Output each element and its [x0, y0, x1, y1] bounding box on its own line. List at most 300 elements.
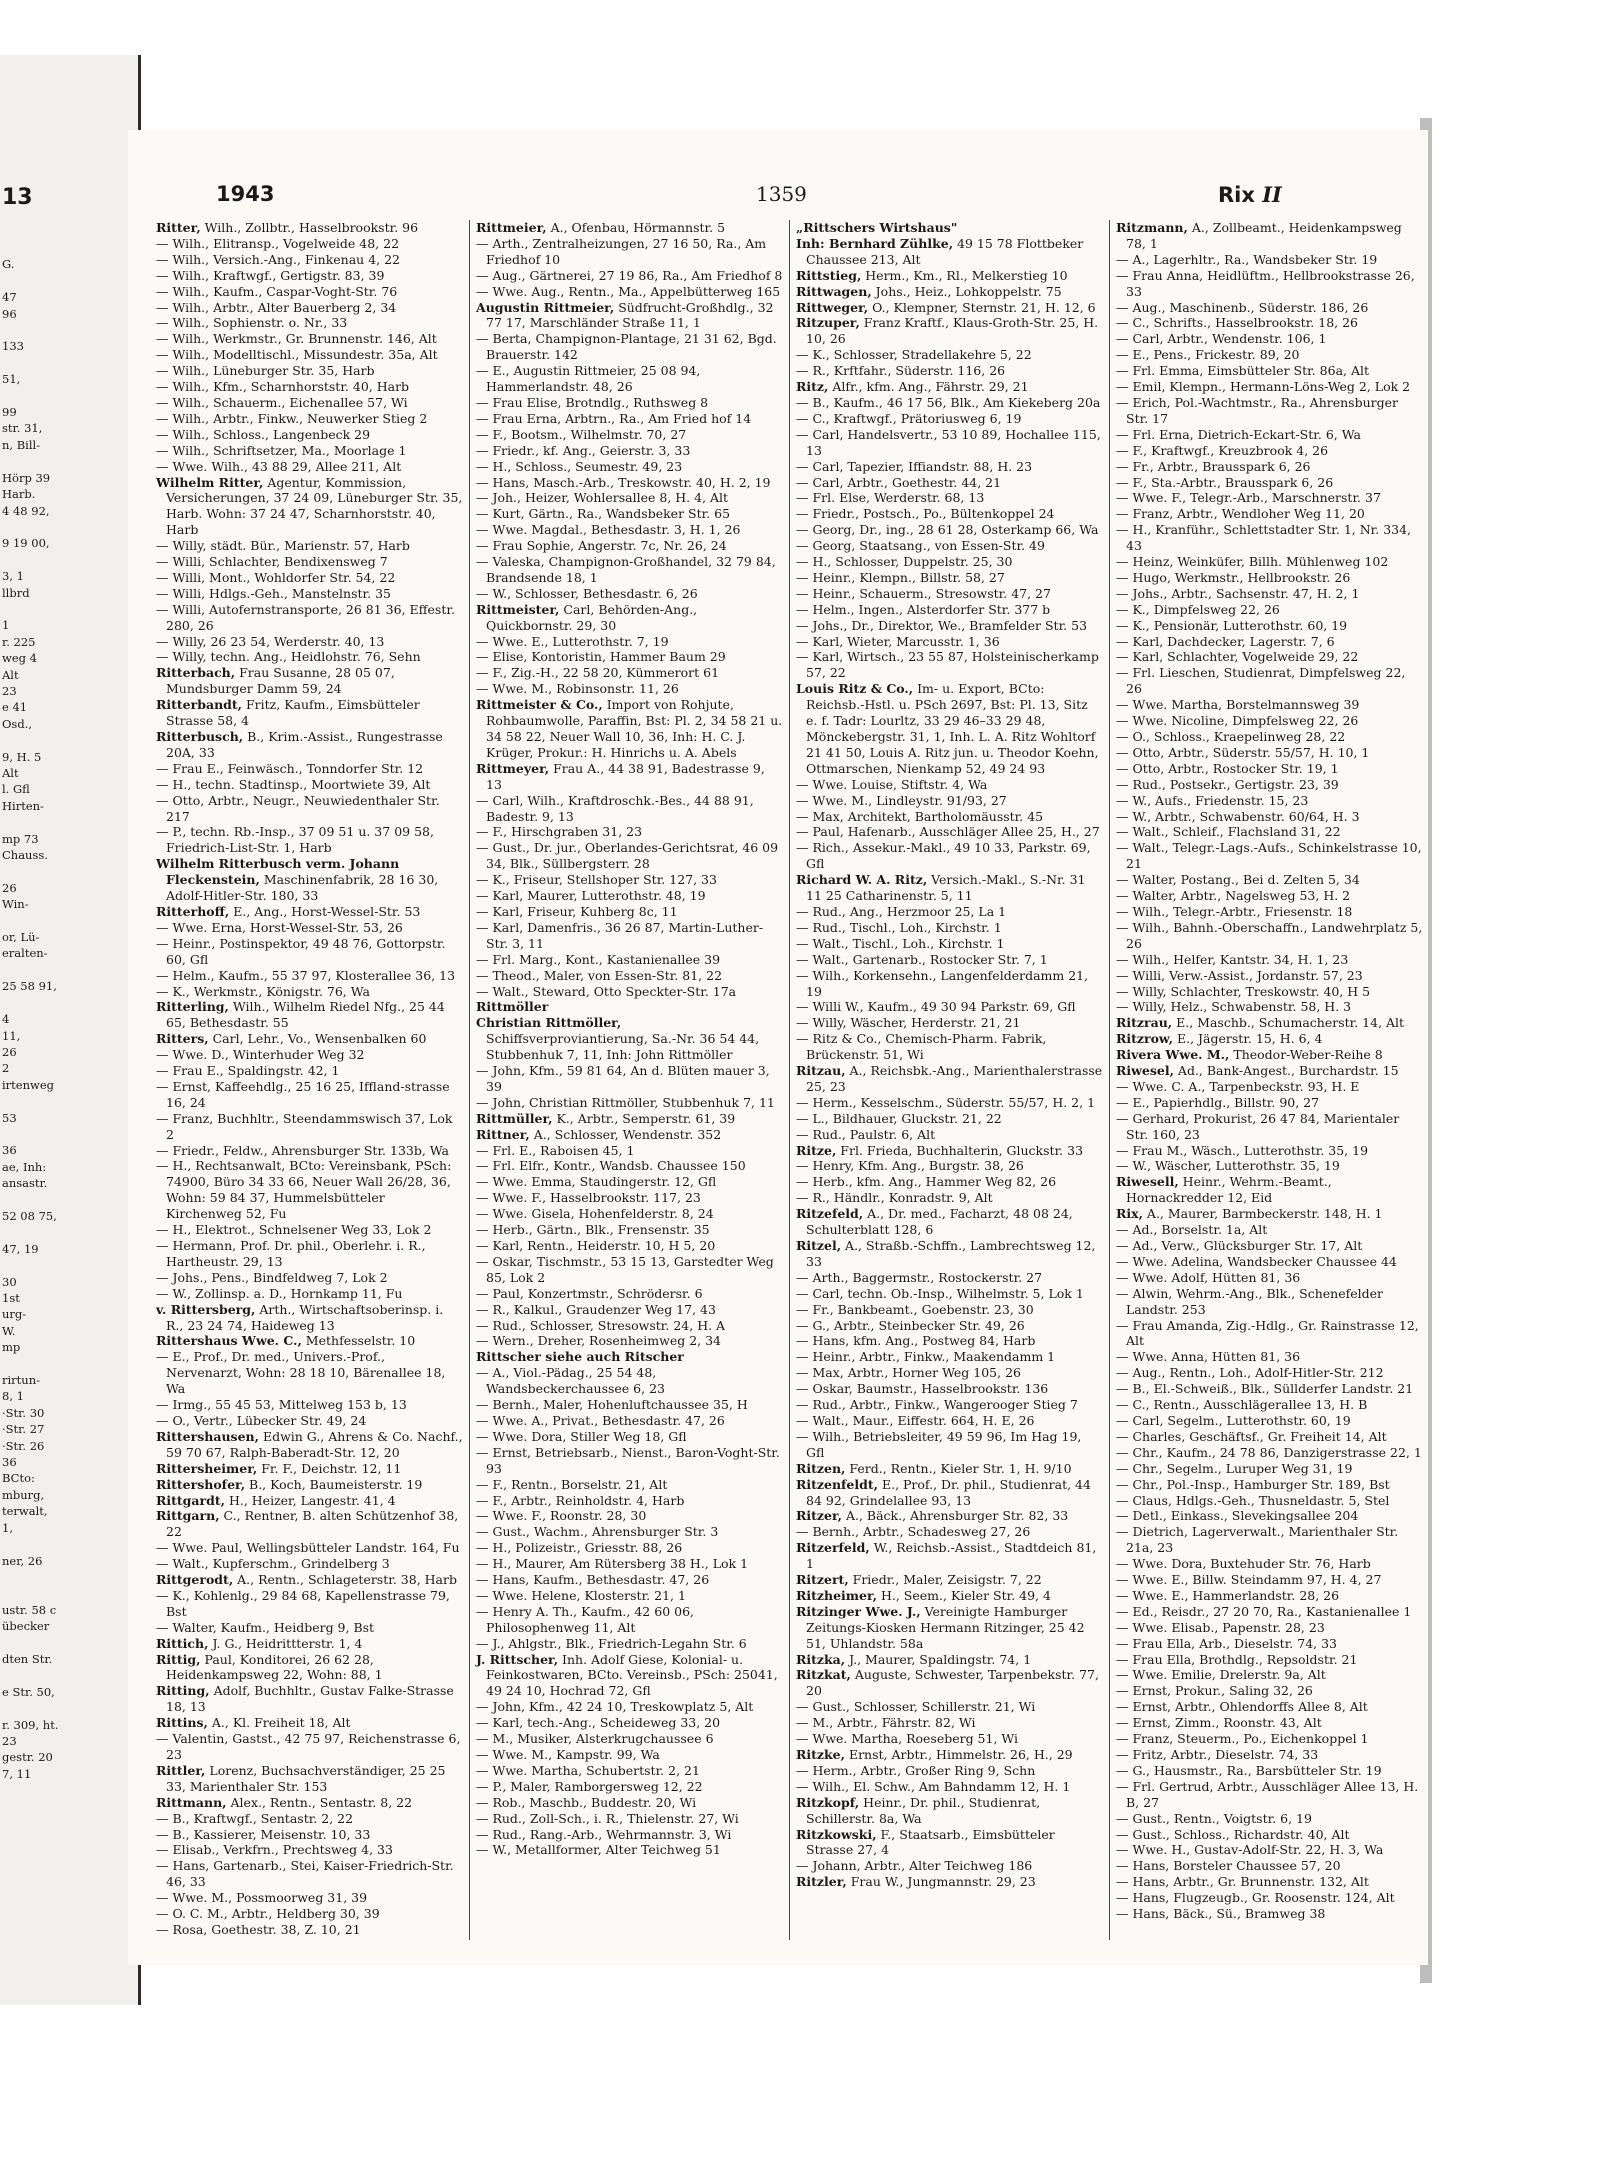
directory-entry: — E., Pens., Frickestr. 89, 20 — [1116, 347, 1300, 363]
directory-entry: — Hans, Kaufm., Bethesdastr. 47, 26 — [476, 1572, 710, 1588]
directory-entry: — Rud., Arbtr., Finkw., Wangerooger Stieg 7 — [796, 1397, 1078, 1413]
previous-page-line: 36 — [2, 1455, 17, 1470]
directory-entry: — Herm., Kesselschm., Süderstr. 55/57, H. 2, 1 — [796, 1094, 1096, 1110]
directory-entry: — Wilh., El. Schw., Am Bahndamm 12, H. 1 — [796, 1778, 1071, 1794]
directory-entry: — Johs., Pens., Bindfeldweg 7, Lok 2 — [156, 1269, 388, 1285]
directory-entry: — Wwe. Gisela, Hohenfelderstr. 8, 24 — [476, 1206, 714, 1222]
directory-entry: — Rud., Tischl., Loh., Kirchstr. 1 — [796, 919, 1002, 935]
directory-entry: — Bernh., Arbtr., Schadesweg 27, 26 — [796, 1524, 1031, 1540]
directory-entry: — F., Zig.-H., 22 58 20, Kümmerort 61 — [476, 665, 720, 681]
directory-entry: — Ritz & Co., Chemisch-Pharm. Fabrik, Brückenstr. 51, Wi — [796, 1031, 1047, 1063]
directory-entry: — Wilh., Arbtr., Alter Bauerberg 2, 34 — [156, 299, 397, 315]
directory-entry: — Frl. Erna, Dietrich-Eckart-Str. 6, Wa — [1116, 426, 1361, 442]
directory-entry: — L., Bildhauer, Gluckstr. 21, 22 — [796, 1110, 1002, 1126]
directory-entry: — Fritz, Arbtr., Dieselstr. 74, 33 — [1116, 1747, 1319, 1762]
directory-entry: — Hans, Arbtr., Gr. Brunnenstr. 132, Alt — [1116, 1874, 1369, 1890]
directory-entry: Ritzheimer, H., Seem., Kieler Str. 49, 4 — [796, 1587, 1051, 1603]
previous-page-line: 25 58 91, — [2, 979, 57, 994]
directory-entry: Rittgardt, H., Heizer, Langestr. 41, 4 — [156, 1492, 396, 1508]
directory-entry: — W., Schlosser, Bethesdastr. 6, 26 — [476, 585, 698, 601]
directory-entry: Ritterhoff, E., Ang., Horst-Wessel-Str. 53 — [156, 903, 421, 919]
previous-page-line — [2, 1192, 132, 1208]
directory-entry: — B., Kraftwgf., Sentastr. 2, 22 — [156, 1810, 354, 1826]
directory-entry: — Chr., Segelm., Luruper Weg 31, 19 — [1116, 1460, 1353, 1476]
previous-page-line: 1st — [2, 1291, 20, 1305]
directory-entry: — Ed., Reisdr., 27 20 70, Ra., Kastanienallee 1 — [1116, 1603, 1412, 1619]
previous-page-line: or, Lü- — [2, 930, 40, 945]
directory-entry: — Hans, Flugzeugb., Gr. Roosenstr. 124, Alt — [1116, 1890, 1395, 1906]
directory-entry: — Ernst, Zimm., Roonstr. 43, Alt — [1116, 1715, 1322, 1731]
directory-entry: — Ernst, Prokur., Saling 32, 26 — [1116, 1683, 1313, 1699]
directory-entry: — P., Maler, Ramborgersweg 12, 22 — [476, 1778, 703, 1794]
directory-entry: — Wwe. Helene, Klosterstr. 21, 1 — [476, 1587, 686, 1603]
directory-entry: Ritzkopf, Heinr., Dr. phil., Studienrat, Schillerstr. 8a, Wa — [796, 1794, 1041, 1826]
directory-entry: Augustin Rittmeier, Südfrucht-Großhdlg., 32 77 17, Marschländer Straße 11, 1 — [476, 299, 774, 331]
directory-entry: Ritzuper, Franz Kraftf., Klaus-Groth-Str. 25, H. 10, 26 — [796, 315, 1099, 347]
directory-entry: — Henry, Kfm. Ang., Burgstr. 38, 26 — [796, 1158, 1024, 1174]
previous-page-line: weg 4 — [2, 651, 37, 666]
directory-entry: — Frl. Gertrud, Arbtr., Ausschläger Allee 13, H. B, 27 — [1116, 1778, 1419, 1810]
directory-entry: — Carl, techn. Ob.-Insp., Wilhelmstr. 5, Lok 1 — [796, 1285, 1084, 1301]
previous-page-line: r. 225 — [2, 634, 36, 649]
directory-entry: — H., Schlosser, Duppelstr. 25, 30 — [796, 554, 1013, 570]
directory-entry: — Berta, Champignon-Plantage, 21 31 62, Bgd. Brauerstr. 142 — [476, 331, 777, 363]
directory-entry: — Wilh., Bahnh.-Oberschaffn., Landwehrplatz 5, 26 — [1116, 919, 1423, 951]
directory-entry: — Hugo, Werkmstr., Hellbrookstr. 26 — [1116, 569, 1351, 585]
directory-entry: — Wwe. Anna, Hütten 81, 36 — [1116, 1349, 1301, 1365]
directory-columns — [150, 220, 1432, 1940]
directory-entry: — Johann, Arbtr., Alter Teichweg 186 — [796, 1858, 1033, 1874]
directory-entry: Rittmann, Alex., Rentn., Sentastr. 8, 22 — [156, 1794, 413, 1810]
directory-entry: — Wilh., Helfer, Kantstr. 34, H. 1, 23 — [1116, 951, 1349, 967]
directory-entry: — Rosa, Goethestr. 38, Z. 10, 21 — [156, 1921, 361, 1937]
previous-page-line: ae, Inh: — [2, 1159, 47, 1174]
previous-page-line: 51, — [2, 372, 21, 387]
directory-entry: Rittershaus Wwe. C., Methfesselstr. 10 — [156, 1333, 416, 1349]
directory-entry: — B., El.-Schweiß., Blk., Süllderfer Landstr. 21 — [1116, 1381, 1414, 1397]
directory-entry: — Wwe. M., Lindleystr. 91/93, 27 — [796, 792, 1007, 808]
directory-entry: — Wwe. Magdal., Bethesdastr. 3, H. 1, 26 — [476, 522, 741, 538]
directory-entry: — C., Kraftwgf., Prätoriusweg 6, 19 — [796, 410, 1022, 426]
directory-entry: — Aug., Rentn., Loh., Adolf-Hitler-Str. 212 — [1116, 1365, 1384, 1381]
directory-entry: — R., Händlr., Konradstr. 9, Alt — [796, 1190, 993, 1206]
previous-page-line: ·Str. 27 — [2, 1422, 45, 1437]
directory-entry: Wilhelm Ritter, Agentur, Kommission, Versicherungen, 37 24 09, Lüneburger Str. 35, Harb. Wohn: 37 24 47, Scharnhorststr. 40, Harb — [156, 474, 463, 538]
directory-entry: — Wilh., Arbtr., Finkw., Neuwerker Stieg 2 — [156, 410, 428, 426]
page-number: 1359 — [756, 182, 807, 206]
previous-page-line: G. — [2, 257, 15, 272]
previous-page-line — [2, 863, 132, 879]
directory-entry: — Detl., Einkass., Slevekingsallee 204 — [1116, 1508, 1359, 1524]
directory-entry: — Walter, Kaufm., Heidberg 9, Bst — [156, 1619, 375, 1635]
directory-entry: — Frau Elise, Brotndlg., Ruthsweg 8 — [476, 394, 709, 410]
directory-entry: — Wwe. Adelina, Wandsbecker Chaussee 44 — [1116, 1253, 1397, 1269]
directory-entry: — A., Lagerhltr., Ra., Wandsbeker Str. 19 — [1116, 251, 1378, 267]
previous-page-line — [2, 1356, 132, 1372]
directory-entry: — Willi, Autofernstransporte, 26 81 36, Effestr. 280, 26 — [156, 601, 455, 633]
directory-entry: — O., Vertr., Lübecker Str. 49, 24 — [156, 1412, 367, 1428]
directory-entry: — Karl, Dachdecker, Lagerstr. 7, 6 — [1116, 633, 1335, 649]
directory-entry: — Heinr., Schauerm., Stresowstr. 47, 27 — [796, 585, 1051, 601]
directory-entry: Ritzau, A., Reichsbk.-Ang., Marienthalerstrasse 25, 23 — [796, 1063, 1103, 1094]
directory-entry: — Otto, Arbtr., Rostocker Str. 19, 1 — [1116, 760, 1339, 776]
directory-column-1 — [150, 220, 470, 1940]
directory-entry: Ritzert, Friedr., Maler, Zeisigstr. 7, 22 — [796, 1572, 1042, 1588]
previous-page-line — [2, 322, 132, 338]
previous-page-line: 47 — [2, 290, 17, 305]
previous-page-line — [2, 1585, 132, 1601]
directory-entry: — Chr., Kaufm., 24 78 86, Danzigerstrasse 22, 1 — [1116, 1444, 1422, 1460]
directory-entry: — Elise, Kontoristin, Hammer Baum 29 — [476, 649, 726, 665]
directory-entry: — Wilh., Sophienstr. o. Nr., 33 — [156, 315, 348, 331]
directory-entry: — Wilh., Schriftsetzer, Ma., Moorlage 1 — [156, 442, 407, 458]
directory-entry: — Valentin, Gastst., 42 75 97, Reichenstrasse 6, 23 — [156, 1731, 461, 1762]
directory-entry: Rittweger, O., Klempner, Sternstr. 21, H. 12, 6 — [796, 299, 1096, 315]
directory-entry: — H., techn. Stadtinsp., Moortwiete 39, Alt — [156, 776, 431, 792]
previous-page-line — [2, 1700, 132, 1716]
directory-entry: — Walt., Gartenarb., Rostocker Str. 7, 1 — [796, 951, 1048, 967]
previous-page-line — [2, 1224, 132, 1240]
directory-entry: — Friedr., Postsch., Po., Bültenkoppel 24 — [796, 506, 1055, 522]
directory-entry: Ritterbusch, B., Krim.-Assist., Rungestrasse 20A, 33 — [156, 729, 443, 760]
previous-page-line — [2, 913, 132, 929]
directory-entry: — K., Werkmstr., Königstr. 76, Wa — [156, 983, 370, 999]
directory-entry: Ritterling, Wilh., Wilhelm Riedel Nfg., 25 44 65, Bethesdastr. 55 — [156, 999, 445, 1031]
previous-page-line: 53 — [2, 1110, 17, 1125]
directory-entry: — R., Kalkul., Graudenzer Weg 17, 43 — [476, 1301, 716, 1317]
directory-entry: — Gust., Wachm., Ahrensburger Str. 3 — [476, 1524, 719, 1540]
previous-page-line: irtenweg — [2, 1077, 55, 1092]
directory-entry: Rittmeyer, Frau A., 44 38 91, Badestrasse 9, 13 — [476, 760, 765, 792]
directory-entry: Christian Rittmöller, Schiffsverproviantierung, Sa.-Nr. 36 54 44, Stubbenhuk 7, 11, Inh: John Rittmöller — [476, 1015, 760, 1063]
previous-page-line: llbrd — [2, 585, 30, 600]
directory-entry: — Aug., Maschinenb., Süderstr. 186, 26 — [1116, 299, 1369, 315]
previous-page-line — [2, 355, 132, 371]
directory-entry: — Wwe. Dora, Buxtehuder Str. 76, Harb — [1116, 1556, 1371, 1572]
directory-entry: — Wilh., Modelltischl., Missundestr. 35a, Alt — [156, 347, 438, 363]
directory-entry: — John, Kfm., 59 81 64, An d. Blüten mauer 3, 39 — [476, 1063, 770, 1094]
directory-entry: Ritz, Alfr., kfm. Ang., Fährstr. 29, 21 — [796, 379, 1029, 395]
directory-entry: — K., Kohlenlg., 29 84 68, Kapellenstrasse 79, Bst — [156, 1587, 450, 1619]
directory-entry: — O. C. M., Arbtr., Heldberg 30, 39 — [156, 1906, 380, 1922]
directory-entry: — E., Prof., Dr. med., Univers.-Prof., Nervenarzt, Wohn: 28 18 10, Bärenallee 18, Wa — [156, 1349, 446, 1397]
directory-entry: Rittgarn, C., Rentner, B. alten Schützenhof 38, 22 — [156, 1508, 459, 1540]
directory-entry: — Rud., Postsekr., Gertigstr. 23, 39 — [1116, 776, 1339, 792]
directory-entry: — Karl, Friseur, Kuhberg 8c, 11 — [476, 903, 678, 919]
directory-entry: — Johs., Dr., Direktor, We., Bramfelder Str. 53 — [796, 617, 1088, 633]
directory-entry: — Fr., Bankbeamt., Goebenstr. 23, 30 — [796, 1301, 1034, 1317]
directory-entry: Ritzen, Ferd., Rentn., Kieler Str. 1, H. 9/10 — [796, 1460, 1072, 1476]
directory-entry: Ritzer, A., Bäck., Ahrensburger Str. 82, 33 — [796, 1508, 1069, 1524]
directory-entry: — Rud., Paulstr. 6, Alt — [796, 1126, 936, 1142]
directory-entry: — Wwe. F., Roonstr. 28, 30 — [476, 1508, 647, 1524]
directory-entry: — Wilh., Betriebsleiter, 49 59 96, Im Hag 19, Gfl — [796, 1428, 1082, 1460]
directory-entry: Rittins, A., Kl. Freiheit 18, Alt — [156, 1715, 351, 1731]
previous-page-edge — [0, 55, 141, 2005]
directory-entry: — Ernst, Betriebsarb., Nienst., Baron-Voght-Str. 93 — [476, 1444, 780, 1476]
previous-page-line — [2, 1667, 132, 1683]
previous-page-line: 9, H. 5 — [2, 749, 42, 764]
previous-page-line: 23 — [2, 1733, 17, 1748]
directory-entry: — Paul, Konzertmstr., Schrödersr. 6 — [476, 1285, 703, 1301]
directory-entry: — Willy, techn. Ang., Heidlohstr. 76, Sehn — [156, 649, 421, 665]
directory-entry: — Hans, Gartenarb., Stei, Kaiser-Friedrich-Str. 46, 33 — [156, 1858, 454, 1890]
directory-entry: — Wwe. Paul, Wellingsbütteler Landstr. 164, Fu — [156, 1540, 460, 1556]
directory-entry: — Willy, 26 23 54, Werderstr. 40, 13 — [156, 633, 385, 649]
directory-entry: — Ernst, Arbtr., Ohlendorffs Allee 8, Alt — [1116, 1699, 1368, 1715]
directory-entry: — Wilh., Lüneburger Str. 35, Harb — [156, 363, 375, 379]
directory-entry: — Georg, Dr., ing., 28 61 28, Osterkamp 66, Wa — [796, 522, 1099, 538]
directory-entry: — Willy, Wäscher, Herderstr. 21, 21 — [796, 1015, 1021, 1031]
directory-entry: — Frau Erna, Arbtrn., Ra., Am Fried hof 14 — [476, 410, 752, 426]
directory-entry: — Irmg., 55 45 53, Mittelweg 153 b, 13 — [156, 1397, 407, 1413]
previous-page-line: Alt — [2, 667, 19, 682]
directory-entry: — R., Krftfahr., Süderstr. 116, 26 — [796, 363, 1006, 379]
directory-entry: — John, Kfm., 42 24 10, Treskowplatz 5, Alt — [476, 1699, 754, 1715]
directory-entry: — O., Schloss., Kraepelinweg 28, 22 — [1116, 729, 1346, 744]
directory-entry: — Wwe. E., Lutterothstr. 7, 19 — [476, 633, 669, 649]
previous-page-line: eralten- — [2, 946, 48, 961]
directory-entry: — Dietrich, Lagerverwalt., Marienthaler Str. 21a, 23 — [1116, 1524, 1399, 1556]
directory-entry: — Frau M., Wäsch., Lutterothstr. 35, 19 — [1116, 1142, 1369, 1158]
directory-entry: — Paul, Hafenarb., Ausschläger Allee 25, H., 27 — [796, 824, 1100, 840]
directory-entry: Rittmeister, Carl, Behörden-Ang., Quickbornstr. 29, 30 — [476, 601, 698, 633]
directory-entry: — Helm., Ingen., Alsterdorfer Str. 377 b — [796, 601, 1051, 617]
directory-entry: — Elisab., Verkfrn., Prechtsweg 4, 33 — [156, 1842, 393, 1858]
directory-entry: — Gust., Dr. jur., Oberlandes-Gerichtsrat, 46 09 34, Blk., Süllbergsterr. 28 — [476, 840, 779, 872]
directory-entry: — H., Polizeistr., Griesstr. 88, 26 — [476, 1540, 683, 1556]
directory-entry: — M., Musiker, Alsterkrugchaussee 6 — [476, 1731, 714, 1747]
previous-page-line: 36 — [2, 1143, 17, 1158]
directory-entry: — M., Arbtr., Fährstr. 82, Wi — [796, 1715, 976, 1731]
directory-entry: — Carl, Segelm., Lutterothstr. 60, 19 — [1116, 1412, 1351, 1428]
directory-entry: — K., Friseur, Stellshoper Str. 127, 33 — [476, 872, 717, 888]
directory-entry: Rittner, A., Schlosser, Wendenstr. 352 — [476, 1126, 722, 1142]
directory-entry: Ritzrow, E., Jägerstr. 15, H. 6, 4 — [1116, 1031, 1323, 1047]
directory-entry: — Karl, tech.-Ang., Scheideweg 33, 20 — [476, 1715, 721, 1731]
directory-entry: Ritzenfeldt, E., Prof., Dr. phil., Studienrat, 44 84 92, Grindelallee 93, 13 — [796, 1476, 1091, 1508]
directory-entry: — Wwe. Adolf, Hütten 81, 36 — [1116, 1269, 1301, 1285]
directory-entry: — Rud., Rang.-Arb., Wehrmannstr. 3, Wi — [476, 1826, 732, 1842]
directory-entry: — H., Maurer, Am Rütersberg 38 H., Lok 1 — [476, 1556, 749, 1572]
previous-page-line: ·Str. 26 — [2, 1438, 45, 1453]
directory-entry: — Wwe. Wilh., 43 88 29, Allee 211, Alt — [156, 458, 402, 474]
directory-entry: — Rud., Schlosser, Stresowstr. 24, H. A — [476, 1317, 726, 1333]
directory-entry: Rittmüller, K., Arbtr., Semperstr. 61, 39 — [476, 1110, 736, 1126]
previous-page-text — [2, 240, 132, 1782]
directory-entry: — W., Wäscher, Lutterothstr. 35, 19 — [1116, 1158, 1340, 1174]
previous-page-line: BCto: — [2, 1471, 35, 1486]
directory-entry: — Arth., Zentralheizungen, 27 16 50, Ra., Am Friedhof 10 — [476, 235, 767, 267]
directory-entry: Rittersheimer, Fr. F., Deichstr. 12, 11 — [156, 1460, 402, 1476]
directory-column-3 — [790, 220, 1110, 1940]
previous-page-line: 11, — [2, 1028, 21, 1043]
previous-page-line: 30 — [2, 1274, 17, 1289]
directory-entry: — Walt., Tischl., Loh., Kirchstr. 1 — [796, 935, 1005, 951]
directory-entry: — Wwe. Nicoline, Dimpfelsweg 22, 26 — [1116, 713, 1359, 729]
directory-entry: — Wwe. F., Telegr.-Arb., Marschnerstr. 37 — [1116, 490, 1381, 506]
previous-page-line — [2, 453, 132, 469]
directory-entry: — Alwin, Wehrm.-Ang., Blk., Schenefelder Landstr. 253 — [1116, 1285, 1384, 1317]
directory-entry: — Walt., Steward, Otto Speckter-Str. 17a — [476, 983, 737, 999]
directory-entry: — Wwe. M., Kampstr. 99, Wa — [476, 1747, 660, 1762]
directory-entry: — Wwe. A., Privat., Bethesdastr. 47, 26 — [476, 1412, 725, 1428]
directory-entry: Ritting, Adolf, Buchhltr., Gustav Falke-Strasse 18, 13 — [156, 1683, 454, 1715]
directory-entry: — Carl, Handelsvertr., 53 10 89, Hochallee 115, 13 — [796, 426, 1101, 458]
directory-entry: Rittershausen, Edwin G., Ahrens & Co. Nachf., 59 70 67, Ralph-Baberadt-Str. 12, 20 — [156, 1428, 463, 1460]
directory-entry: — Johs., Arbtr., Sachsenstr. 47, H. 2, 1 — [1116, 585, 1360, 601]
directory-entry: — Walt., Maur., Eiffestr. 664, H. E, 26 — [796, 1412, 1035, 1428]
directory-entry: — P., techn. Rb.-Insp., 37 09 51 u. 37 09 58, Friedrich-List-Str. 1, Harb — [156, 824, 434, 856]
directory-entry: — Carl, Wilh., Kraftdroschk.-Bes., 44 88 91, Badestr. 9, 13 — [476, 792, 754, 824]
directory-entry: Riwesell, Heinr., Wehrm.-Beamt., Hornackredder 12, Eid — [1116, 1174, 1332, 1206]
directory-entry: — Herb., Gärtn., Blk., Frensenstr. 35 — [476, 1222, 710, 1238]
previous-page-line: 23 — [2, 683, 17, 698]
directory-entry: — Kurt, Gärtn., Ra., Wandsbeker Str. 65 — [476, 506, 731, 522]
previous-page-line: 7, 11 — [2, 1766, 32, 1781]
previous-page-line: 4 — [2, 1012, 10, 1027]
directory-entry: — Wwe. Erna, Horst-Wessel-Str. 53, 26 — [156, 919, 403, 935]
directory-entry: Ritzler, Frau W., Jungmannstr. 29, 23 — [796, 1874, 1036, 1890]
directory-entry: — Franz, Arbtr., Wendloher Weg 11, 20 — [1116, 506, 1365, 522]
directory-entry: — Willi, Verw.-Assist., Jordanstr. 57, 23 — [1116, 967, 1363, 983]
directory-entry: — Wwe. H., Gustav-Adolf-Str. 22, H. 3, Wa — [1116, 1842, 1384, 1858]
directory-entry: — Wilh., Kaufm., Caspar-Voght-Str. 76 — [156, 283, 398, 299]
directory-entry: Rittich, J. G., Heidrittterstr. 1, 4 — [156, 1635, 363, 1651]
directory-entry: — Fr., Arbtr., Brausspark 6, 26 — [1116, 458, 1311, 474]
directory-entry: — Heinr., Postinspektor, 49 48 76, Gottorpstr. 60, Gfl — [156, 935, 446, 967]
directory-entry: Ritterbandt, Fritz, Kaufm., Eimsbütteler Strasse 58, 4 — [156, 697, 420, 729]
previous-page-line: 3, 1 — [2, 569, 24, 584]
directory-entry: — Frau E., Feinwäsch., Tonndorfer Str. 12 — [156, 760, 424, 776]
directory-entry: — Max, Arbtr., Horner Weg 105, 26 — [796, 1365, 1021, 1381]
previous-page-line: 133 — [2, 339, 24, 354]
directory-entry: — G., Arbtr., Steinbecker Str. 49, 26 — [796, 1317, 1025, 1333]
directory-entry: — Otto, Arbtr., Süderstr. 55/57, H. 10, 1 — [1116, 744, 1370, 760]
directory-entry: Ritters, Carl, Lehr., Vo., Wensenbalken 60 — [156, 1031, 427, 1047]
directory-entry: — Charles, Geschäftsf., Gr. Freiheit 14, Alt — [1116, 1428, 1387, 1444]
previous-page-line: urg- — [2, 1307, 27, 1322]
directory-entry: — Frl. E., Raboisen 45, 1 — [476, 1142, 635, 1158]
directory-entry: — Wilh., Telegr.-Arbtr., Friesenstr. 18 — [1116, 903, 1353, 919]
previous-page-line: str. 31, — [2, 421, 43, 436]
previous-page-line: mburg, — [2, 1487, 45, 1502]
directory-entry: — F., Arbtr., Reinholdstr. 4, Harb — [476, 1492, 685, 1508]
previous-page-line — [2, 1093, 132, 1109]
directory-entry: Inh: Bernhard Zühlke, 49 15 78 Flottbeker Chaussee 213, Alt — [796, 235, 1084, 267]
directory-entry: — Joh., Heizer, Wohlersallee 8, H. 4, Alt — [476, 490, 729, 506]
directory-entry: — B., Kaufm., 46 17 56, Blk., Am Kiekeberg 20a — [796, 394, 1101, 410]
previous-page-line: n, Bill- — [2, 437, 41, 452]
directory-entry: — Wilh., Schloss., Langenbeck 29 — [156, 426, 371, 442]
directory-entry: — E., Augustin Rittmeier, 25 08 94, Hammerlandstr. 48, 26 — [476, 363, 701, 395]
previous-page-line: Osd., — [2, 716, 33, 731]
directory-entry: — Herb., kfm. Ang., Hammer Weg 82, 26 — [796, 1174, 1057, 1190]
directory-entry: — W., Aufs., Friedenstr. 15, 23 — [1116, 792, 1309, 808]
directory-entry: — H., Kranführ., Schlettstadter Str. 1, Nr. 334, 43 — [1116, 522, 1412, 554]
previous-page-line: 9 19 00, — [2, 536, 50, 551]
directory-entry: Riwesel, Ad., Bank-Angest., Burchardstr. 15 — [1116, 1063, 1399, 1079]
directory-entry: Rittstieg, Herm., Km., Rl., Melkerstieg 10 — [796, 267, 1068, 283]
previous-page-header: 13 — [2, 185, 33, 210]
directory-entry: — W., Metallformer, Alter Teichweg 51 — [476, 1842, 721, 1858]
directory-entry: — Ernst, Kaffeehdlg., 25 16 25, Iffland-strasse 16, 24 — [156, 1078, 450, 1110]
previous-page-line: Hirten- — [2, 798, 44, 813]
previous-page-line: r. 309, ht. — [2, 1717, 59, 1732]
directory-entry: — H., Rechtsanwalt, BCto: Vereinsbank, PSch: 74900, Büro 34 33 66, Neuer Wall 26/28, 36, Wohn: 59 84 37, Hummelsbütteler Kirchenweg 52, Fu — [156, 1158, 452, 1222]
directory-entry: — Frau E., Spaldingstr. 42, 1 — [156, 1063, 340, 1079]
directory-entry: — Carl, Tapezier, Iffiandstr. 88, H. 23 — [796, 458, 1033, 474]
directory-entry: — Wwe. Martha, Borstelmannsweg 39 — [1116, 697, 1360, 713]
directory-entry: Rivera Wwe. M., Theodor-Weber-Reihe 8 — [1116, 1047, 1383, 1063]
previous-page-line — [2, 814, 132, 830]
directory-entry: — Friedr., kf. Ang., Geierstr. 3, 33 — [476, 442, 691, 458]
directory-entry: — Franz, Steuerm., Po., Eichenkoppel 1 — [1116, 1731, 1369, 1747]
directory-entry: — Wwe. Emilie, Drelerstr. 9a, Alt — [1116, 1667, 1326, 1683]
previous-page-line: dten Str. — [2, 1651, 53, 1666]
previous-page-line: terwalt, — [2, 1504, 48, 1519]
directory-entry: — Willi, Schlachter, Bendixensweg 7 — [156, 554, 388, 570]
directory-entry: Rittgerodt, A., Rentn., Schlageterstr. 38, Harb — [156, 1572, 457, 1588]
directory-entry: Ritzel, A., Straßb.-Schffn., Lambrechtsweg 12, 33 — [796, 1238, 1096, 1269]
directory-entry: Rittscher siehe auch Ritscher — [476, 1349, 684, 1365]
directory-entry: — Claus, Hdlgs.-Geh., Thusneldastr. 5, Stel — [1116, 1492, 1390, 1508]
directory-entry: — Oskar, Tischmstr., 53 15 13, Garstedter Weg 85, Lok 2 — [476, 1253, 774, 1285]
directory-entry: — Frl. Else, Werderstr. 68, 13 — [796, 490, 985, 506]
previous-page-line: ustr. 58 c — [2, 1602, 57, 1617]
directory-entry: — Gust., Schlosser, Schillerstr. 21, Wi — [796, 1699, 1036, 1715]
directory-entry: Richard W. A. Ritz, Versich.-Makl., S.-Nr. 31 11 25 Catharinenstr. 5, 11 — [796, 872, 1086, 904]
directory-entry: — H., Elektrot., Schnelsener Weg 33, Lok 2 — [156, 1222, 432, 1238]
directory-entry: Rittig, Paul, Konditorei, 26 62 28, Heidenkampsweg 22, Wohn: 88, 1 — [156, 1651, 383, 1683]
directory-entry: — Ad., Verw., Glücksburger Str. 17, Alt — [1116, 1238, 1363, 1253]
directory-entry: Ritzkat, Auguste, Schwester, Tarpenbekstr. 77, 20 — [796, 1667, 1099, 1699]
directory-entry: — Otto, Arbtr., Neugr., Neuwiedenthaler Str. 217 — [156, 792, 440, 824]
previous-page-line: 4 48 92, — [2, 503, 50, 518]
directory-entry: — Erich, Pol.-Wachtmstr., Ra., Ahrensburger Str. 17 — [1116, 394, 1399, 426]
directory-entry: — Frau Anna, Heidlüftm., Hellbrookstrasse 26, 33 — [1116, 267, 1415, 299]
directory-entry: — Max, Architekt, Bartholomäusstr. 45 — [796, 808, 1044, 824]
directory-entry: — E., Papierhdlg., Billstr. 90, 27 — [1116, 1094, 1320, 1110]
directory-entry: — Rob., Maschb., Buddestr. 20, Wi — [476, 1794, 697, 1810]
previous-page-line — [2, 601, 132, 617]
directory-entry: — Willy, Helz., Schwabenstr. 58, H. 3 — [1116, 999, 1352, 1015]
directory-entry: — Theod., Maler, von Essen-Str. 81, 22 — [476, 967, 723, 983]
previous-page-line: l. Gfl — [2, 782, 30, 797]
directory-entry: — Wwe. Dora, Stiller Weg 18, Gfl — [476, 1428, 687, 1444]
previous-page-line — [2, 1635, 132, 1651]
page-year: 1943 — [216, 182, 275, 206]
directory-entry: — Wilh., Elitransp., Vogelweide 48, 22 — [156, 235, 400, 251]
directory-entry: — Wwe. Louise, Stiftstr. 4, Wa — [796, 776, 988, 792]
directory-entry: — Frl. Lieschen, Studienrat, Dimpfelsweg 22, 26 — [1116, 665, 1406, 697]
directory-entry: — Karl, Rentn., Heiderstr. 10, H 5, 20 — [476, 1238, 716, 1253]
previous-page-line — [2, 732, 132, 748]
previous-page-line: 26 — [2, 880, 17, 895]
directory-entry: — G., Hausmstr., Ra., Barsbütteler Str. 19 — [1116, 1762, 1382, 1778]
directory-entry: — Wwe. F., Hasselbrookstr. 117, 23 — [476, 1190, 701, 1206]
directory-entry: — Hans, Masch.-Arb., Treskowstr. 40, H. 2, 19 — [476, 474, 771, 490]
directory-entry: — Heinz, Weinküfer, Billh. Mühlenweg 102 — [1116, 554, 1389, 570]
directory-entry: — Wilh., Versich.-Ang., Finkenau 4, 22 — [156, 251, 401, 267]
directory-entry: — B., Kassierer, Meisenstr. 10, 33 — [156, 1826, 371, 1842]
directory-entry: Rittmöller — [476, 999, 549, 1015]
previous-page-line: mp 73 — [2, 831, 39, 846]
directory-entry: Ritzke, Ernst, Arbtr., Himmelstr. 26, H., 29 — [796, 1747, 1073, 1762]
previous-page-line: ansastr. — [2, 1176, 48, 1191]
previous-page-line — [2, 962, 132, 978]
previous-page-line: 1 — [2, 618, 10, 633]
